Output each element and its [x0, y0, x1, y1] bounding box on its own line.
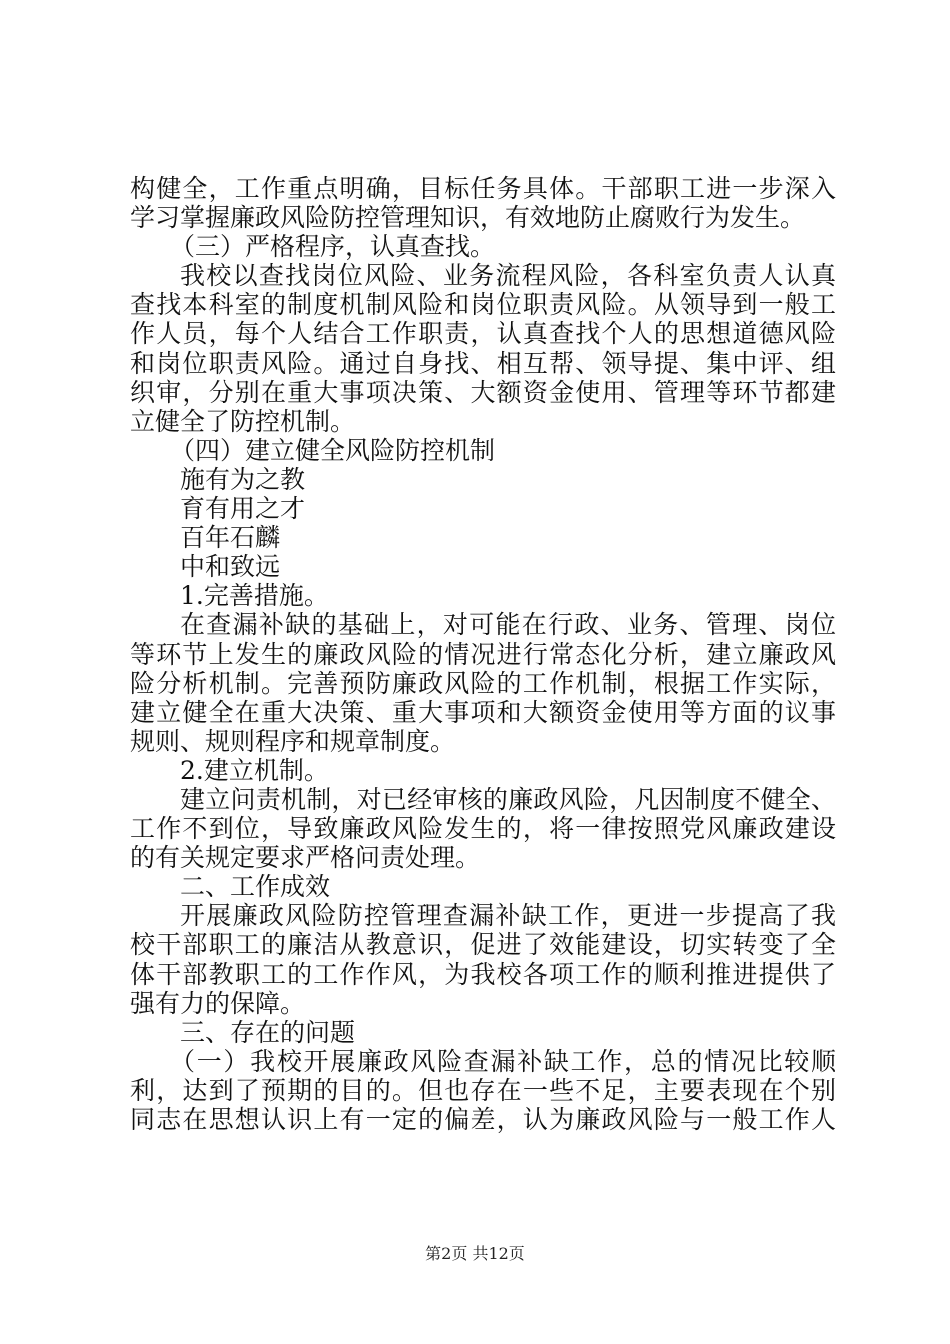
text-line: 1.完善措施。: [180, 581, 329, 611]
text-line: 育有用之才: [180, 494, 306, 524]
text-line: 强有力的保障。: [130, 988, 306, 1018]
text-line: 百年石麟: [180, 523, 281, 553]
text-line: 在查漏补缺的基础上，对可能在行政、业务、管理、岗位: [180, 610, 836, 640]
text-line: 三、存在的问题: [180, 1017, 356, 1047]
text-line: 我校以查找岗位风险、业务流程风险，各科室负责人认真: [180, 261, 836, 291]
text-line: 开展廉政风险防控管理查漏补缺工作，更进一步提高了我: [180, 901, 836, 931]
text-line: 作人员，每个人结合工作职责，认真查找个人的思想道德风险: [130, 319, 836, 349]
text-line: 等环节上发生的廉政风险的情况进行常态化分析，建立廉政风: [130, 639, 836, 669]
text-line: 规则、规则程序和规章制度。: [130, 726, 456, 756]
text-line: （三）严格程序，认真查找。: [170, 232, 496, 262]
text-line: 体干部教职工的工作作风，为我校各项工作的顺利推进提供了: [130, 959, 836, 989]
text-line: 建立健全在重大决策、重大事项和大额资金使用等方面的议事: [130, 697, 836, 727]
text-line: 的有关规定要求严格问责处理。: [130, 843, 481, 873]
text-line: 立健全了防控机制。: [130, 406, 356, 436]
text-line: 二、工作成效: [180, 872, 331, 902]
text-line: 校干部职工的廉洁从教意识，促进了效能建设，切实转变了全: [130, 930, 836, 960]
text-line: 工作不到位，导致廉政风险发生的，将一律按照党风廉政建设: [130, 814, 836, 844]
page-footer: 第2页 共12页: [425, 1244, 525, 1263]
text-line: 织审，分别在重大事项决策、大额资金使用、管理等环节都建: [130, 377, 836, 407]
text-line: 险分析机制。完善预防廉政风险的工作机制，根据工作实际，: [130, 668, 836, 698]
document-body: [130, 174, 836, 1134]
text-line: 利，达到了预期的目的。但也存在一些不足，主要表现在个别: [130, 1075, 836, 1105]
text-line: 查找本科室的制度机制风险和岗位职责风险。从领导到一般工: [130, 290, 836, 320]
text-line: 2.建立机制。: [180, 755, 329, 785]
text-line: （四）建立健全风险防控机制: [170, 435, 496, 465]
text-line: 学习掌握廉政风险防控管理知识，有效地防止腐败行为发生。: [130, 203, 806, 233]
text-line: 和岗位职责风险。通过自身找、相互帮、领导提、集中评、组: [130, 348, 836, 378]
text-line: （一）我校开展廉政风险查漏补缺工作，总的情况比较顺: [170, 1046, 836, 1076]
text-line: 建立问责机制，对已经审核的廉政风险，凡因制度不健全、: [180, 784, 836, 814]
text-line: 构健全，工作重点明确，目标任务具体。干部职工进一步深入: [130, 174, 836, 203]
text-line: 中和致远: [180, 552, 281, 582]
text-line: 同志在思想认识上有一定的偏差，认为廉政风险与一般工作人: [130, 1105, 836, 1134]
text-line: 施有为之教: [180, 464, 306, 494]
